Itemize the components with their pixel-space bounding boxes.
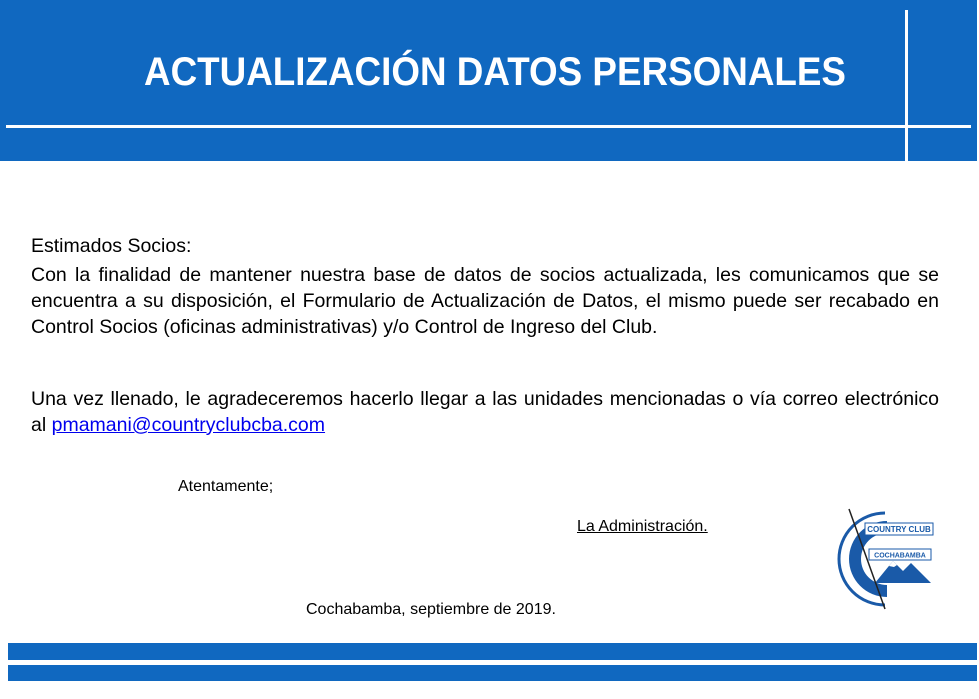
footer-band-top: [8, 643, 977, 660]
footer-band-bottom: [8, 665, 977, 681]
country-club-logo: [835, 505, 935, 613]
letter-paragraph-1: Con la finalidad de mantener nuestra base de datos de socios actualizada, les comunicamos que se encuentra a su disposición, el Formulario de Actualización de Datos, el mismo puede ser recabado en Control Socios (oficinas administrativas) y/o Control de Ingreso del Club.: [31, 264, 939, 338]
letter-paragraph-2: [31, 386, 939, 438]
logo-text-line1: COUNTRY CLUB: [867, 525, 931, 534]
logo-mountain-icon: [875, 561, 931, 583]
logo-text-line2: COCHABAMBA: [874, 552, 926, 560]
header-divider-vertical: [905, 10, 908, 161]
letter-closing: Atentamente;: [178, 478, 274, 495]
email-link[interactable]: pmamani@countryclubcba.com: [51, 414, 326, 436]
letter-paragraph-2-text: Una vez llenado, le agradeceremos hacerlo llegar a las unidades mencionadas o vía correo electrónico al: [31, 388, 939, 436]
page-title: ACTUALIZACIÓN DATOS PERSONALES: [144, 50, 846, 94]
letter-signature: La Administración.: [577, 518, 708, 535]
letter-city-date: Cochabamba, septiembre de 2019.: [306, 601, 556, 618]
header-divider-horizontal: [6, 125, 971, 128]
letter-greeting: Estimados Socios:: [31, 235, 192, 257]
